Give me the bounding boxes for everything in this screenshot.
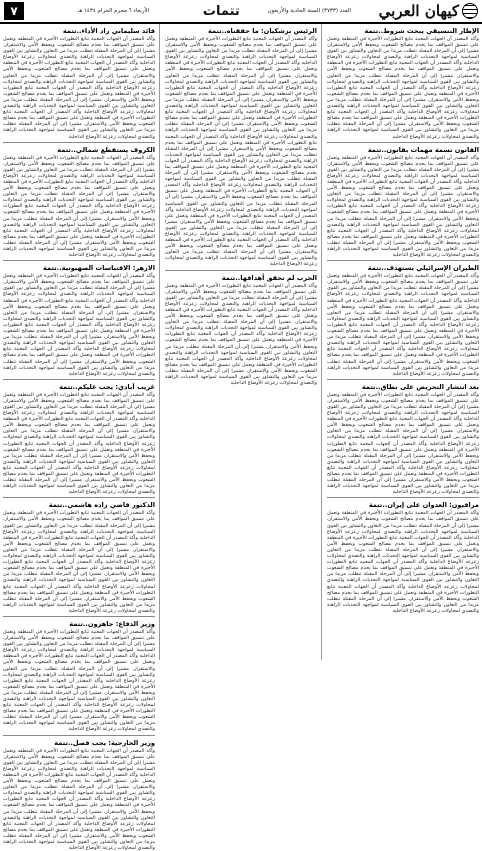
article-body: وأكد المصدر أن الجهات المعنية تتابع التطورات الأخيرة في المنطقة وتعمل على تنسيق المواقف بما يخدم مصالح الشعوب ويحفظ الأمن والاستقرار، مشيرا إلى أن المرحلة المقبلة تتطلب مزيدا من التعاون والتشاور بين القوى السياسية لمواجهة التحديات الراهنة والتصدي لمحاولات زعزعة الأوضاع الداخلية وأكد المصدر أن الجهات المعنية تتابع التطورات الأخيرة في المنطقة وتعمل على تنسيق المواقف بما يخدم مصالح الشعوب ويحفظ الأمن والاستقرار، مشيرا إلى أن المرحلة المقبلة تتطلب مزيدا من التعاون والتشاور بين القوى السياسية لمواجهة التحديات الراهنة والتصدي لمحاولات زعزعة الأوضاع الداخلية وأكد المصدر أن الجهات المعنية تتابع التطورات الأخيرة في المنطقة وتعمل على تنسيق المواقف بما يخدم مصالح الشعوب ويحفظ الأمن والاستقرار، مشيرا إلى أن المرحلة المقبلة تتطلب مزيدا من التعاون والتشاور بين القوى السياسية لمواجهة التحديات الراهنة والتصدي لمحاولات زعزعة الأوضاع الداخلية وأكد المصدر أن الجهات المعنية تتابع التطورات الأخيرة في المنطقة وتعمل على تنسيق المواقف بما يخدم مصالح الشعوب ويحفظ الأمن والاستقرار، مشيرا إلى أن المرحلة المقبلة تتطلب مزيدا من التعاون والتشاور بين القوى السياسية لمواجهة التحديات الراهنة والتصدي لمحاولات زعزعة الأوضاع الداخلية: [327, 510, 479, 614]
article-heading: وزير الخارجية: يجب فصل..تتمة: [54, 738, 155, 747]
article-heading: الرئيس بزشكيان: ما حققناه..تتمة: [208, 27, 317, 35]
issue-info: العدد (۳۷۳۳) السنة الحادية والأربعون: [267, 7, 351, 14]
article-body: وأكد المصدر أن الجهات المعنية تتابع التطورات الأخيرة في المنطقة وتعمل على تنسيق المواقف بما يخدم مصالح الشعوب ويحفظ الأمن والاستقرار، مشيرا إلى أن المرحلة المقبلة تتطلب مزيدا من التعاون والتشاور بين القوى السياسية لمواجهة التحديات الراهنة والتصدي لمحاولات زعزعة الأوضاع الداخلية وأكد المصدر أن الجهات المعنية تتابع التطورات الأخيرة في المنطقة وتعمل على تنسيق المواقف بما يخدم مصالح الشعوب ويحفظ الأمن والاستقرار، مشيرا إلى أن المرحلة المقبلة تتطلب مزيدا من التعاون والتشاور بين القوى السياسية لمواجهة التحديات الراهنة والتصدي لمحاولات زعزعة الأوضاع الداخلية وأكد المصدر أن الجهات المعنية تتابع التطورات الأخيرة في المنطقة وتعمل على تنسيق المواقف بما يخدم مصالح الشعوب ويحفظ الأمن والاستقرار، مشيرا إلى أن المرحلة المقبلة تتطلب مزيدا من التعاون والتشاور بين القوى السياسية لمواجهة التحديات الراهنة والتصدي لمحاولات زعزعة الأوضاع الداخلية وأكد المصدر أن الجهات المعنية تتابع التطورات الأخيرة في المنطقة وتعمل على تنسيق المواقف بما يخدم مصالح الشعوب ويحفظ الأمن والاستقرار، مشيرا إلى أن المرحلة المقبلة تتطلب مزيدا من التعاون والتشاور بين القوى السياسية لمواجهة التحديات الراهنة والتصدي لمحاولات زعزعة الأوضاع الداخلية: [3, 510, 155, 614]
column-middle: [165, 24, 322, 660]
masthead: [379, 2, 478, 20]
article-heading: الازهر: الاقتباسات الصهيونية..تتمة: [43, 264, 155, 273]
page-header: [0, 0, 482, 24]
section-divider: [327, 379, 479, 380]
article-body: وأكد المصدر أن الجهات المعنية تتابع التطورات الأخيرة في المنطقة وتعمل على تنسيق المواقف بما يخدم مصالح الشعوب ويحفظ الأمن والاستقرار، مشيرا إلى أن المرحلة المقبلة تتطلب مزيدا من التعاون والتشاور بين القوى السياسية لمواجهة التحديات الراهنة والتصدي لمحاولات زعزعة الأوضاع الداخلية وأكد المصدر أن الجهات المعنية تتابع التطورات الأخيرة في المنطقة وتعمل على تنسيق المواقف بما يخدم مصالح الشعوب ويحفظ الأمن والاستقرار، مشيرا إلى أن المرحلة المقبلة تتطلب مزيدا من التعاون والتشاور بين القوى السياسية لمواجهة التحديات الراهنة والتصدي لمحاولات زعزعة الأوضاع الداخلية وأكد المصدر أن الجهات المعنية تتابع التطورات الأخيرة في المنطقة وتعمل على تنسيق المواقف بما يخدم مصالح الشعوب ويحفظ الأمن والاستقرار، مشيرا إلى أن المرحلة المقبلة تتطلب مزيدا من التعاون والتشاور بين القوى السياسية لمواجهة التحديات الراهنة والتصدي لمحاولات زعزعة الأوضاع الداخلية وأكد المصدر أن الجهات المعنية تتابع التطورات الأخيرة في المنطقة وتعمل على تنسيق المواقف بما يخدم مصالح الشعوب ويحفظ الأمن والاستقرار، مشيرا إلى أن المرحلة المقبلة تتطلب مزيدا من التعاون والتشاور بين القوى السياسية لمواجهة التحديات الراهنة والتصدي لمحاولات زعزعة الأوضاع الداخلية: [3, 747, 155, 851]
article-body: وأكد المصدر أن الجهات المعنية تتابع التطورات الأخيرة في المنطقة وتعمل على تنسيق المواقف بما يخدم مصالح الشعوب ويحفظ الأمن والاستقرار، مشيرا إلى أن المرحلة المقبلة تتطلب مزيدا من التعاون والتشاور بين القوى السياسية لمواجهة التحديات الراهنة والتصدي لمحاولات زعزعة الأوضاع الداخلية وأكد المصدر أن الجهات المعنية تتابع التطورات الأخيرة في المنطقة وتعمل على تنسيق المواقف بما يخدم مصالح الشعوب ويحفظ الأمن والاستقرار، مشيرا إلى أن المرحلة المقبلة تتطلب مزيدا من التعاون والتشاور بين القوى السياسية لمواجهة التحديات الراهنة والتصدي لمحاولات زعزعة الأوضاع الداخلية وأكد المصدر أن الجهات المعنية تتابع التطورات الأخيرة في المنطقة وتعمل على تنسيق المواقف بما يخدم مصالح الشعوب ويحفظ الأمن والاستقرار، مشيرا إلى أن المرحلة المقبلة تتطلب مزيدا من التعاون والتشاور بين القوى السياسية لمواجهة التحديات الراهنة والتصدي لمحاولات زعزعة الأوضاع الداخلية وأكد المصدر أن الجهات المعنية تتابع التطورات الأخيرة في المنطقة وتعمل على تنسيق المواقف بما يخدم مصالح الشعوب ويحفظ الأمن والاستقرار، مشيرا إلى أن المرحلة المقبلة تتطلب مزيدا من التعاون والتشاور بين القوى السياسية لمواجهة التحديات الراهنة والتصدي لمحاولات زعزعة الأوضاع الداخلية: [3, 628, 155, 733]
article-body: وأكد المصدر أن الجهات المعنية تتابع التطورات الأخيرة في المنطقة وتعمل على تنسيق المواقف بما يخدم مصالح الشعوب ويحفظ الأمن والاستقرار، مشيرا إلى أن المرحلة المقبلة تتطلب مزيدا من التعاون والتشاور بين القوى السياسية لمواجهة التحديات الراهنة والتصدي لمحاولات زعزعة الأوضاع الداخلية وأكد المصدر أن الجهات المعنية تتابع التطورات الأخيرة في المنطقة وتعمل على تنسيق المواقف بما يخدم مصالح الشعوب ويحفظ الأمن والاستقرار، مشيرا إلى أن المرحلة المقبلة تتطلب مزيدا من التعاون والتشاور بين القوى السياسية لمواجهة التحديات الراهنة والتصدي لمحاولات زعزعة الأوضاع الداخلية وأكد المصدر أن الجهات المعنية تتابع التطورات الأخيرة في المنطقة وتعمل على تنسيق المواقف بما يخدم مصالح الشعوب ويحفظ الأمن والاستقرار، مشيرا إلى أن المرحلة المقبلة تتطلب مزيدا من التعاون والتشاور بين القوى السياسية لمواجهة التحديات الراهنة والتصدي لمحاولات زعزعة الأوضاع الداخلية وأكد المصدر أن الجهات المعنية تتابع التطورات الأخيرة في المنطقة وتعمل على تنسيق المواقف بما يخدم مصالح الشعوب ويحفظ الأمن والاستقرار، مشيرا إلى أن المرحلة المقبلة تتطلب مزيدا من التعاون والتشاور بين القوى السياسية لمواجهة التحديات الراهنة والتصدي لمحاولات زعزعة الأوضاع الداخلية: [327, 391, 479, 496]
article-heading: الطيران الإسرائيلي يستهدف..تتمة: [367, 264, 479, 273]
masthead-name: كيهان العربي: [378, 2, 459, 20]
article-heading: الدكتور قاضي زاده هاشمي..تتمة: [48, 501, 155, 510]
article-heading: الكروف يستقطع شمالي..تتمة: [57, 145, 155, 154]
article-heading: القانون تسمة مهمات بقانون..تتمة: [367, 145, 479, 154]
section-divider: [327, 142, 479, 143]
page-number: ۷: [4, 2, 24, 20]
article-body: وأكد المصدر أن الجهات المعنية تتابع التطورات الأخيرة في المنطقة وتعمل على تنسيق المواقف بما يخدم مصالح الشعوب ويحفظ الأمن والاستقرار، مشيرا إلى أن المرحلة المقبلة تتطلب مزيدا من التعاون والتشاور بين القوى السياسية لمواجهة التحديات الراهنة والتصدي لمحاولات زعزعة الأوضاع الداخلية وأكد المصدر أن الجهات المعنية تتابع التطورات الأخيرة في المنطقة وتعمل على تنسيق المواقف بما يخدم مصالح الشعوب ويحفظ الأمن والاستقرار، مشيرا إلى أن المرحلة المقبلة تتطلب مزيدا من التعاون والتشاور بين القوى السياسية لمواجهة التحديات الراهنة والتصدي لمحاولات زعزعة الأوضاع الداخلية وأكد المصدر أن الجهات المعنية تتابع التطورات الأخيرة في المنطقة وتعمل على تنسيق المواقف بما يخدم مصالح الشعوب ويحفظ الأمن والاستقرار، مشيرا إلى أن المرحلة المقبلة تتطلب مزيدا من التعاون والتشاور بين القوى السياسية لمواجهة التحديات الراهنة والتصدي لمحاولات زعزعة الأوضاع الداخلية وأكد المصدر أن الجهات المعنية تتابع التطورات الأخيرة في المنطقة وتعمل على تنسيق المواقف بما يخدم مصالح الشعوب ويحفظ الأمن والاستقرار، مشيرا إلى أن المرحلة المقبلة تتطلب مزيدا من التعاون والتشاور بين القوى السياسية لمواجهة التحديات الراهنة والتصدي لمحاولات زعزعة الأوضاع الداخلية وأكد المصدر أن الجهات المعنية تتابع التطورات الأخيرة في المنطقة وتعمل على تنسيق المواقف بما يخدم مصالح الشعوب ويحفظ الأمن والاستقرار، مشيرا إلى أن المرحلة المقبلة تتطلب مزيدا من التعاون والتشاور بين القوى السياسية لمواجهة التحديات الراهنة والتصدي لمحاولات زعزعة الأوضاع الداخلية وأكد المصدر أن الجهات المعنية تتابع التطورات الأخيرة في المنطقة وتعمل على تنسيق المواقف بما يخدم مصالح الشعوب ويحفظ الأمن والاستقرار، مشيرا إلى أن المرحلة المقبلة تتطلب مزيدا من التعاون والتشاور بين القوى السياسية لمواجهة التحديات الراهنة والتصدي لمحاولات زعزعة الأوضاع الداخلية وأكد المصدر أن الجهات المعنية تتابع التطورات الأخيرة في المنطقة وتعمل على تنسيق المواقف بما يخدم مصالح الشعوب ويحفظ الأمن والاستقرار، مشيرا إلى أن المرحلة المقبلة تتطلب مزيدا من التعاون والتشاور بين القوى السياسية لمواجهة التحديات الراهنة والتصدي لمحاولات زعزعة الأوضاع الداخلية وأكد المصدر أن الجهات المعنية تتابع التطورات الأخيرة في المنطقة وتعمل على تنسيق المواقف بما يخدم مصالح الشعوب ويحفظ الأمن والاستقرار، مشيرا إلى أن المرحلة المقبلة تتطلب مزيدا من التعاون والتشاور بين القوى السياسية لمواجهة التحديات الراهنة والتصدي لمحاولات زعزعة الأوضاع الداخلية وأكد المصدر أن الجهات المعنية تتابع التطورات الأخيرة في المنطقة وتعمل على تنسيق المواقف بما يخدم مصالح الشعوب ويحفظ الأمن والاستقرار، مشيرا إلى أن المرحلة المقبلة تتطلب مزيدا من التعاون والتشاور بين القوى السياسية لمواجهة التحديات الراهنة والتصدي لمحاولات زعزعة الأوضاع الداخلية: [165, 36, 317, 268]
article-body: وأكد المصدر أن الجهات المعنية تتابع التطورات الأخيرة في المنطقة وتعمل على تنسيق المواقف بما يخدم مصالح الشعوب ويحفظ الأمن والاستقرار، مشيرا إلى أن المرحلة المقبلة تتطلب مزيدا من التعاون والتشاور بين القوى السياسية لمواجهة التحديات الراهنة والتصدي لمحاولات زعزعة الأوضاع الداخلية وأكد المصدر أن الجهات المعنية تتابع التطورات الأخيرة في المنطقة وتعمل على تنسيق المواقف بما يخدم مصالح الشعوب ويحفظ الأمن والاستقرار، مشيرا إلى أن المرحلة المقبلة تتطلب مزيدا من التعاون والتشاور بين القوى السياسية لمواجهة التحديات الراهنة والتصدي لمحاولات زعزعة الأوضاع الداخلية وأكد المصدر أن الجهات المعنية تتابع التطورات الأخيرة في المنطقة وتعمل على تنسيق المواقف بما يخدم مصالح الشعوب ويحفظ الأمن والاستقرار، مشيرا إلى أن المرحلة المقبلة تتطلب مزيدا من التعاون والتشاور بين القوى السياسية لمواجهة التحديات الراهنة والتصدي لمحاولات زعزعة الأوضاع الداخلية وأكد المصدر أن الجهات المعنية تتابع التطورات الأخيرة في المنطقة وتعمل على تنسيق المواقف بما يخدم مصالح الشعوب ويحفظ الأمن والاستقرار، مشيرا إلى أن المرحلة المقبلة تتطلب مزيدا من التعاون والتشاور بين القوى السياسية لمواجهة التحديات الراهنة والتصدي لمحاولات زعزعة الأوضاع الداخلية: [327, 154, 479, 259]
column-left: [3, 24, 160, 851]
article-heading: غريب آبادي: يجب عليكم..تتمة: [59, 382, 155, 391]
section-divider: [3, 616, 155, 617]
article-heading: قائد سليماني زاد الأداء..تتمة: [62, 27, 155, 35]
article-body: وأكد المصدر أن الجهات المعنية تتابع التطورات الأخيرة في المنطقة وتعمل على تنسيق المواقف بما يخدم مصالح الشعوب ويحفظ الأمن والاستقرار، مشيرا إلى أن المرحلة المقبلة تتطلب مزيدا من التعاون والتشاور بين القوى السياسية لمواجهة التحديات الراهنة والتصدي لمحاولات زعزعة الأوضاع الداخلية وأكد المصدر أن الجهات المعنية تتابع التطورات الأخيرة في المنطقة وتعمل على تنسيق المواقف بما يخدم مصالح الشعوب ويحفظ الأمن والاستقرار، مشيرا إلى أن المرحلة المقبلة تتطلب مزيدا من التعاون والتشاور بين القوى السياسية لمواجهة التحديات الراهنة والتصدي لمحاولات زعزعة الأوضاع الداخلية وأكد المصدر أن الجهات المعنية تتابع التطورات الأخيرة في المنطقة وتعمل على تنسيق المواقف بما يخدم مصالح الشعوب ويحفظ الأمن والاستقرار، مشيرا إلى أن المرحلة المقبلة تتطلب مزيدا من التعاون والتشاور بين القوى السياسية لمواجهة التحديات الراهنة والتصدي لمحاولات زعزعة الأوضاع الداخلية وأكد المصدر أن الجهات المعنية تتابع التطورات الأخيرة في المنطقة وتعمل على تنسيق المواقف بما يخدم مصالح الشعوب ويحفظ الأمن والاستقرار، مشيرا إلى أن المرحلة المقبلة تتطلب مزيدا من التعاون والتشاور بين القوى السياسية لمواجهة التحديات الراهنة والتصدي لمحاولات زعزعة الأوضاع الداخلية: [327, 273, 479, 377]
article-heading: مراقبون: العدوان على إيران..تتمة: [368, 501, 479, 510]
article-heading: الإطار التنسيقي يبحث شروط..تتمة: [364, 27, 479, 35]
article-heading: الحرب لم تحقق أهدافها..تتمة: [221, 273, 317, 282]
section-divider: [3, 497, 155, 498]
date-info: الأربعاء ٦ محرم الحرام ١٤٣٤ هـ: [77, 7, 150, 14]
article-body: وأكد المصدر أن الجهات المعنية تتابع التطورات الأخيرة في المنطقة وتعمل على تنسيق المواقف بما يخدم مصالح الشعوب ويحفظ الأمن والاستقرار، مشيرا إلى أن المرحلة المقبلة تتطلب مزيدا من التعاون والتشاور بين القوى السياسية لمواجهة التحديات الراهنة والتصدي لمحاولات زعزعة الأوضاع الداخلية وأكد المصدر أن الجهات المعنية تتابع التطورات الأخيرة في المنطقة وتعمل على تنسيق المواقف بما يخدم مصالح الشعوب ويحفظ الأمن والاستقرار، مشيرا إلى أن المرحلة المقبلة تتطلب مزيدا من التعاون والتشاور بين القوى السياسية لمواجهة التحديات الراهنة والتصدي لمحاولات زعزعة الأوضاع الداخلية وأكد المصدر أن الجهات المعنية تتابع التطورات الأخيرة في المنطقة وتعمل على تنسيق المواقف بما يخدم مصالح الشعوب ويحفظ الأمن والاستقرار، مشيرا إلى أن المرحلة المقبلة تتطلب مزيدا من التعاون والتشاور بين القوى السياسية لمواجهة التحديات الراهنة والتصدي لمحاولات زعزعة الأوضاع الداخلية وأكد المصدر أن الجهات المعنية تتابع التطورات الأخيرة في المنطقة وتعمل على تنسيق المواقف بما يخدم مصالح الشعوب ويحفظ الأمن والاستقرار، مشيرا إلى أن المرحلة المقبلة تتطلب مزيدا من التعاون والتشاور بين القوى السياسية لمواجهة التحديات الراهنة والتصدي لمحاولات زعزعة الأوضاع الداخلية: [3, 154, 155, 259]
section-divider: [3, 379, 155, 380]
section-divider: [327, 497, 479, 498]
article-heading: بعد انتشار التحريض على نطاق..تتمة: [361, 382, 479, 391]
section-divider: [3, 142, 155, 143]
article-body: وأكد المصدر أن الجهات المعنية تتابع التطورات الأخيرة في المنطقة وتعمل على تنسيق المواقف بما يخدم مصالح الشعوب ويحفظ الأمن والاستقرار، مشيرا إلى أن المرحلة المقبلة تتطلب مزيدا من التعاون والتشاور بين القوى السياسية لمواجهة التحديات الراهنة والتصدي لمحاولات زعزعة الأوضاع الداخلية وأكد المصدر أن الجهات المعنية تتابع التطورات الأخيرة في المنطقة وتعمل على تنسيق المواقف بما يخدم مصالح الشعوب ويحفظ الأمن والاستقرار، مشيرا إلى أن المرحلة المقبلة تتطلب مزيدا من التعاون والتشاور بين القوى السياسية لمواجهة التحديات الراهنة والتصدي لمحاولات زعزعة الأوضاع الداخلية وأكد المصدر أن الجهات المعنية تتابع التطورات الأخيرة في المنطقة وتعمل على تنسيق المواقف بما يخدم مصالح الشعوب ويحفظ الأمن والاستقرار، مشيرا إلى أن المرحلة المقبلة تتطلب مزيدا من التعاون والتشاور بين القوى السياسية لمواجهة التحديات الراهنة والتصدي لمحاولات زعزعة الأوضاع الداخلية وأكد المصدر أن الجهات المعنية تتابع التطورات الأخيرة في المنطقة وتعمل على تنسيق المواقف بما يخدم مصالح الشعوب ويحفظ الأمن والاستقرار، مشيرا إلى أن المرحلة المقبلة تتطلب مزيدا من التعاون والتشاور بين القوى السياسية لمواجهة التحديات الراهنة والتصدي لمحاولات زعزعة الأوضاع الداخلية: [3, 391, 155, 496]
section-divider: [3, 735, 155, 736]
section-divider: [327, 260, 479, 261]
section-title: تتمات: [202, 3, 240, 19]
article-columns: [3, 24, 479, 851]
section-divider: [165, 270, 317, 271]
article-body: وأكد المصدر أن الجهات المعنية تتابع التطورات الأخيرة في المنطقة وتعمل على تنسيق المواقف بما يخدم مصالح الشعوب ويحفظ الأمن والاستقرار، مشيرا إلى أن المرحلة المقبلة تتطلب مزيدا من التعاون والتشاور بين القوى السياسية لمواجهة التحديات الراهنة والتصدي لمحاولات زعزعة الأوضاع الداخلية وأكد المصدر أن الجهات المعنية تتابع التطورات الأخيرة في المنطقة وتعمل على تنسيق المواقف بما يخدم مصالح الشعوب ويحفظ الأمن والاستقرار، مشيرا إلى أن المرحلة المقبلة تتطلب مزيدا من التعاون والتشاور بين القوى السياسية لمواجهة التحديات الراهنة والتصدي لمحاولات زعزعة الأوضاع الداخلية وأكد المصدر أن الجهات المعنية تتابع التطورات الأخيرة في المنطقة وتعمل على تنسيق المواقف بما يخدم مصالح الشعوب ويحفظ الأمن والاستقرار، مشيرا إلى أن المرحلة المقبلة تتطلب مزيدا من التعاون والتشاور بين القوى السياسية لمواجهة التحديات الراهنة والتصدي لمحاولات زعزعة الأوضاع الداخلية وأكد المصدر أن الجهات المعنية تتابع التطورات الأخيرة في المنطقة وتعمل على تنسيق المواقف بما يخدم مصالح الشعوب ويحفظ الأمن والاستقرار، مشيرا إلى أن المرحلة المقبلة تتطلب مزيدا من التعاون والتشاور بين القوى السياسية لمواجهة التحديات الراهنة والتصدي لمحاولات زعزعة الأوضاع الداخلية: [327, 36, 479, 140]
article-body: وأكد المصدر أن الجهات المعنية تتابع التطورات الأخيرة في المنطقة وتعمل على تنسيق المواقف بما يخدم مصالح الشعوب ويحفظ الأمن والاستقرار، مشيرا إلى أن المرحلة المقبلة تتطلب مزيدا من التعاون والتشاور بين القوى السياسية لمواجهة التحديات الراهنة والتصدي لمحاولات زعزعة الأوضاع الداخلية وأكد المصدر أن الجهات المعنية تتابع التطورات الأخيرة في المنطقة وتعمل على تنسيق المواقف بما يخدم مصالح الشعوب ويحفظ الأمن والاستقرار، مشيرا إلى أن المرحلة المقبلة تتطلب مزيدا من التعاون والتشاور بين القوى السياسية لمواجهة التحديات الراهنة والتصدي لمحاولات زعزعة الأوضاع الداخلية وأكد المصدر أن الجهات المعنية تتابع التطورات الأخيرة في المنطقة وتعمل على تنسيق المواقف بما يخدم مصالح الشعوب ويحفظ الأمن والاستقرار، مشيرا إلى أن المرحلة المقبلة تتطلب مزيدا من التعاون والتشاور بين القوى السياسية لمواجهة التحديات الراهنة والتصدي لمحاولات زعزعة الأوضاع الداخلية وأكد المصدر أن الجهات المعنية تتابع التطورات الأخيرة في المنطقة وتعمل على تنسيق المواقف بما يخدم مصالح الشعوب ويحفظ الأمن والاستقرار، مشيرا إلى أن المرحلة المقبلة تتطلب مزيدا من التعاون والتشاور بين القوى السياسية لمواجهة التحديات الراهنة والتصدي لمحاولات زعزعة الأوضاع الداخلية: [3, 273, 155, 377]
section-divider: [3, 260, 155, 261]
column-right: [327, 24, 479, 660]
article-body: وأكد المصدر أن الجهات المعنية تتابع التطورات الأخيرة في المنطقة وتعمل على تنسيق المواقف بما يخدم مصالح الشعوب ويحفظ الأمن والاستقرار، مشيرا إلى أن المرحلة المقبلة تتطلب مزيدا من التعاون والتشاور بين القوى السياسية لمواجهة التحديات الراهنة والتصدي لمحاولات زعزعة الأوضاع الداخلية وأكد المصدر أن الجهات المعنية تتابع التطورات الأخيرة في المنطقة وتعمل على تنسيق المواقف بما يخدم مصالح الشعوب ويحفظ الأمن والاستقرار، مشيرا إلى أن المرحلة المقبلة تتطلب مزيدا من التعاون والتشاور بين القوى السياسية لمواجهة التحديات الراهنة والتصدي لمحاولات زعزعة الأوضاع الداخلية وأكد المصدر أن الجهات المعنية تتابع التطورات الأخيرة في المنطقة وتعمل على تنسيق المواقف بما يخدم مصالح الشعوب ويحفظ الأمن والاستقرار، مشيرا إلى أن المرحلة المقبلة تتطلب مزيدا من التعاون والتشاور بين القوى السياسية لمواجهة التحديات الراهنة والتصدي لمحاولات زعزعة الأوضاع الداخلية وأكد المصدر أن الجهات المعنية تتابع التطورات الأخيرة في المنطقة وتعمل على تنسيق المواقف بما يخدم مصالح الشعوب ويحفظ الأمن والاستقرار، مشيرا إلى أن المرحلة المقبلة تتطلب مزيدا من التعاون والتشاور بين القوى السياسية لمواجهة التحديات الراهنة والتصدي لمحاولات زعزعة الأوضاع الداخلية: [3, 36, 155, 140]
article-body: وأكد المصدر أن الجهات المعنية تتابع التطورات الأخيرة في المنطقة وتعمل على تنسيق المواقف بما يخدم مصالح الشعوب ويحفظ الأمن والاستقرار، مشيرا إلى أن المرحلة المقبلة تتطلب مزيدا من التعاون والتشاور بين القوى السياسية لمواجهة التحديات الراهنة والتصدي لمحاولات زعزعة الأوضاع الداخلية وأكد المصدر أن الجهات المعنية تتابع التطورات الأخيرة في المنطقة وتعمل على تنسيق المواقف بما يخدم مصالح الشعوب ويحفظ الأمن والاستقرار، مشيرا إلى أن المرحلة المقبلة تتطلب مزيدا من التعاون والتشاور بين القوى السياسية لمواجهة التحديات الراهنة والتصدي لمحاولات زعزعة الأوضاع الداخلية وأكد المصدر أن الجهات المعنية تتابع التطورات الأخيرة في المنطقة وتعمل على تنسيق المواقف بما يخدم مصالح الشعوب ويحفظ الأمن والاستقرار، مشيرا إلى أن المرحلة المقبلة تتطلب مزيدا من التعاون والتشاور بين القوى السياسية لمواجهة التحديات الراهنة والتصدي لمحاولات زعزعة الأوضاع الداخلية وأكد المصدر أن الجهات المعنية تتابع التطورات الأخيرة في المنطقة وتعمل على تنسيق المواقف بما يخدم مصالح الشعوب ويحفظ الأمن والاستقرار، مشيرا إلى أن المرحلة المقبلة تتطلب مزيدا من التعاون والتشاور بين القوى السياسية لمواجهة التحديات الراهنة والتصدي لمحاولات زعزعة الأوضاع الداخلية: [165, 282, 317, 387]
globe-logo-icon: [462, 3, 478, 19]
article-heading: وزير الدفاع: جاهزون..تتمة: [69, 619, 155, 628]
